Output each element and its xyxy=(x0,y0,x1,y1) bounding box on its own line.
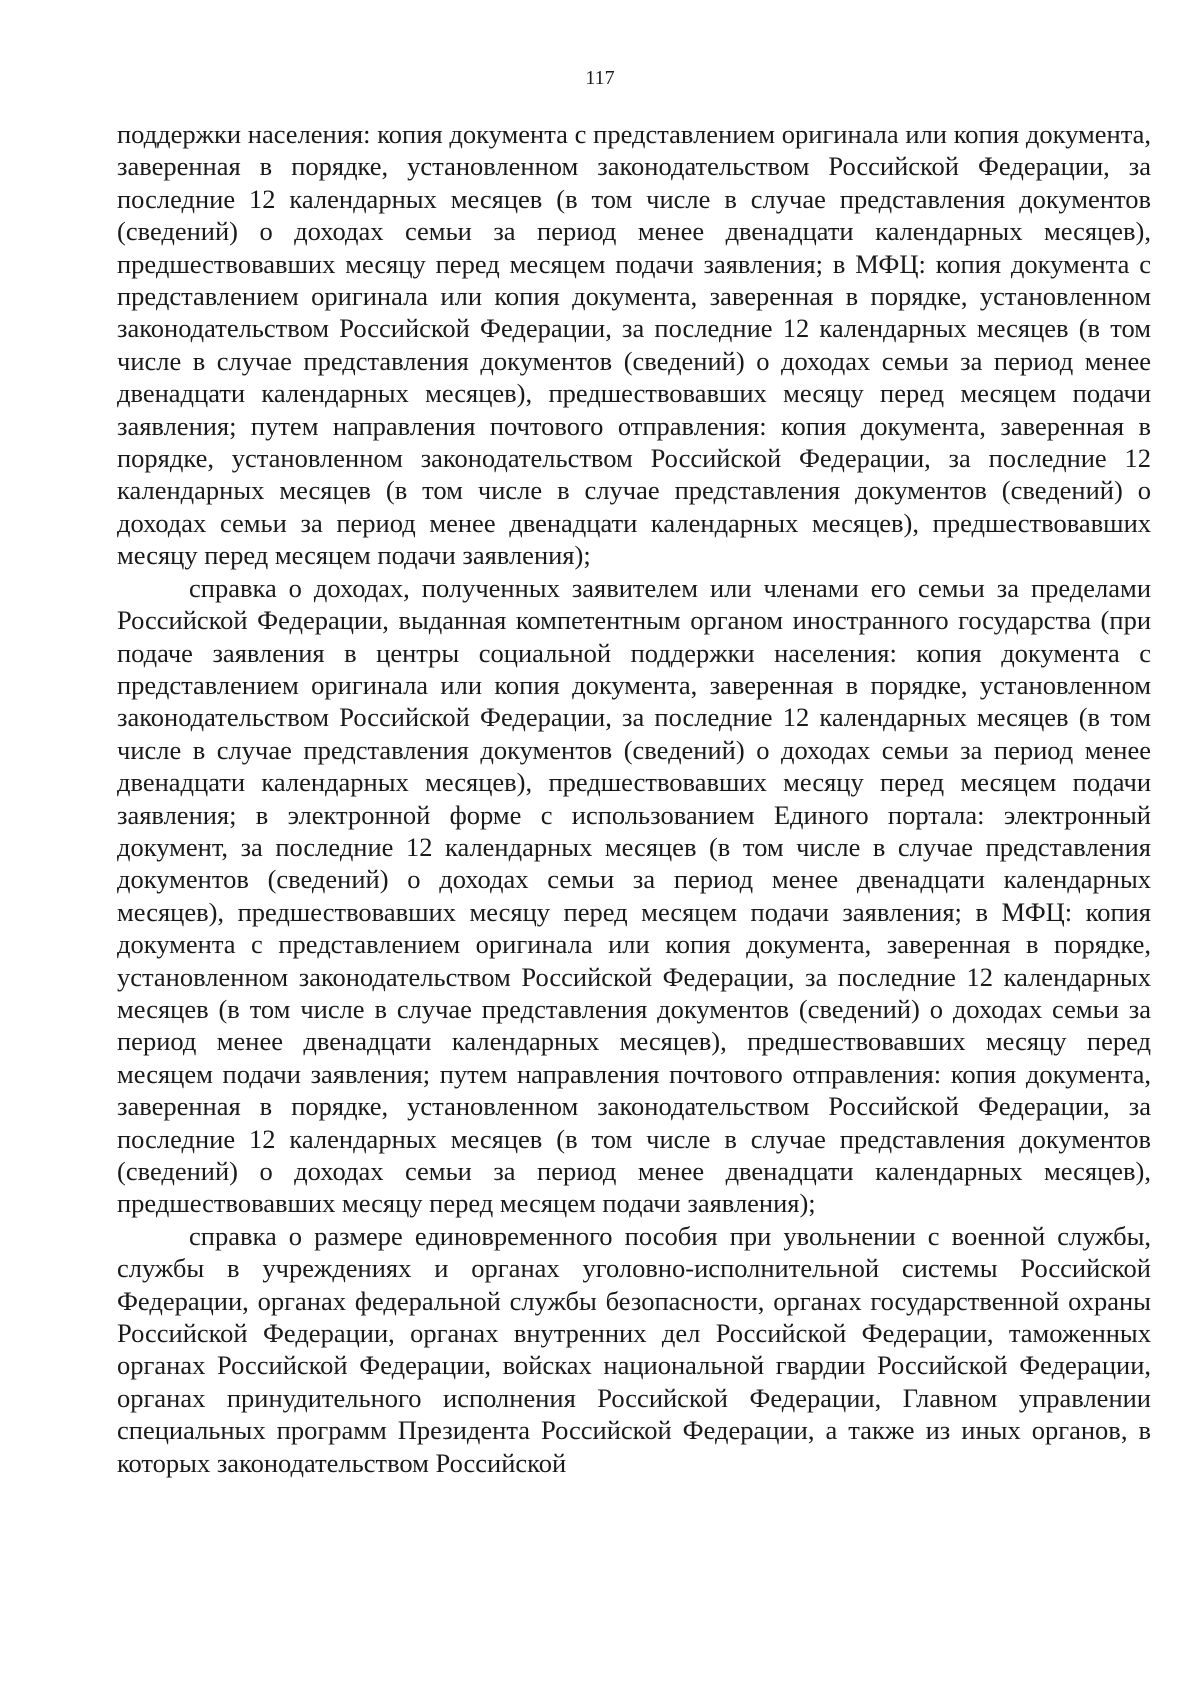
paragraph-foreign-income-certificate: справка о доходах, полученных заявителем или членами его семьи за пределами Российской Федерации, выданная компетентным органом иностранного государства (при подаче заявления в центры социальной поддержки населения: копия документа с представлением оригинала или копия документа, заверенная в порядке, установленном законодательством Российской Федерации, за последние 12 календарных месяцев (в том числе в случае представления документов (сведений) о доходах семьи за период менее двенадцати календарных месяцев), предшествовавших месяцу перед месяцем подачи заявления; в электронной форме с использованием Единого портала: электронный документ, за последние 12 календарных месяцев (в том числе в случае представления документов (сведений) о доходах семьи за период менее двенадцати календарных месяцев), предшествовавших месяцу перед месяцем подачи заявления; в МФЦ: копия документа с представлением оригинала или копия документа, заверенная в порядке, установленном законодательством Российской Федерации, за последние 12 календарных месяцев (в том числе в случае представления документов (сведений) о доходах семьи за период менее двенадцати календарных месяцев), предшествовавших месяцу перед месяцем подачи заявления; путем направления почтового отправления: копия документа, заверенная в порядке, установленном законодательством Российской Федерации, за последние 12 календарных месяцев (в том числе в случае представления документов (сведений) о доходах семьи за период менее двенадцати календарных месяцев), предшествовавших месяцу перед месяцем подачи заявления); xyxy=(117,572,1151,1219)
document-body xyxy=(117,118,1151,1479)
page-number: 117 xyxy=(585,67,615,89)
paragraph-severance-allowance-certificate: справка о размере единовременного пособия при увольнении с военной службы, службы в учреждениях и органах уголовно-исполнительной системы Российской Федерации, органах федеральной службы безопасности, органах государственной охраны Российской Федерации, органах внутренних дел Российской Федерации, таможенных органах Российской Федерации, войсках национальной гвардии Российской Федерации, органах принудительного исполнения Российской Федерации, Главном управлении специальных программ Президента Российской Федерации, а также из иных органов, в которых законодательством Российской xyxy=(117,1220,1151,1478)
paragraph-continuation: поддержки населения: копия документа с представлением оригинала или копия документа, заверенная в порядке, установленном законодательством Российской Федерации, за последние 12 календарных месяцев (в том числе в случае представления документов (сведений) о доходах семьи за период менее двенадцати календарных месяцев), предшествовавших месяцу перед месяцем подачи заявления; в МФЦ: копия документа с представлением оригинала или копия документа, заверенная в порядке, установленном законодательством Российской Федерации, за последние 12 календарных месяцев (в том числе в случае представления документов (сведений) о доходах семьи за период менее двенадцати календарных месяцев), предшествовавших месяцу перед месяцем подачи заявления; путем направления почтового отправления: копия документа, заверенная в порядке, установленном законодательством Российской Федерации, за последние 12 календарных месяцев (в том числе в случае представления документов (сведений) о доходах семьи за период менее двенадцати календарных месяцев), предшествовавших месяцу перед месяцем подачи заявления); xyxy=(117,119,1151,571)
